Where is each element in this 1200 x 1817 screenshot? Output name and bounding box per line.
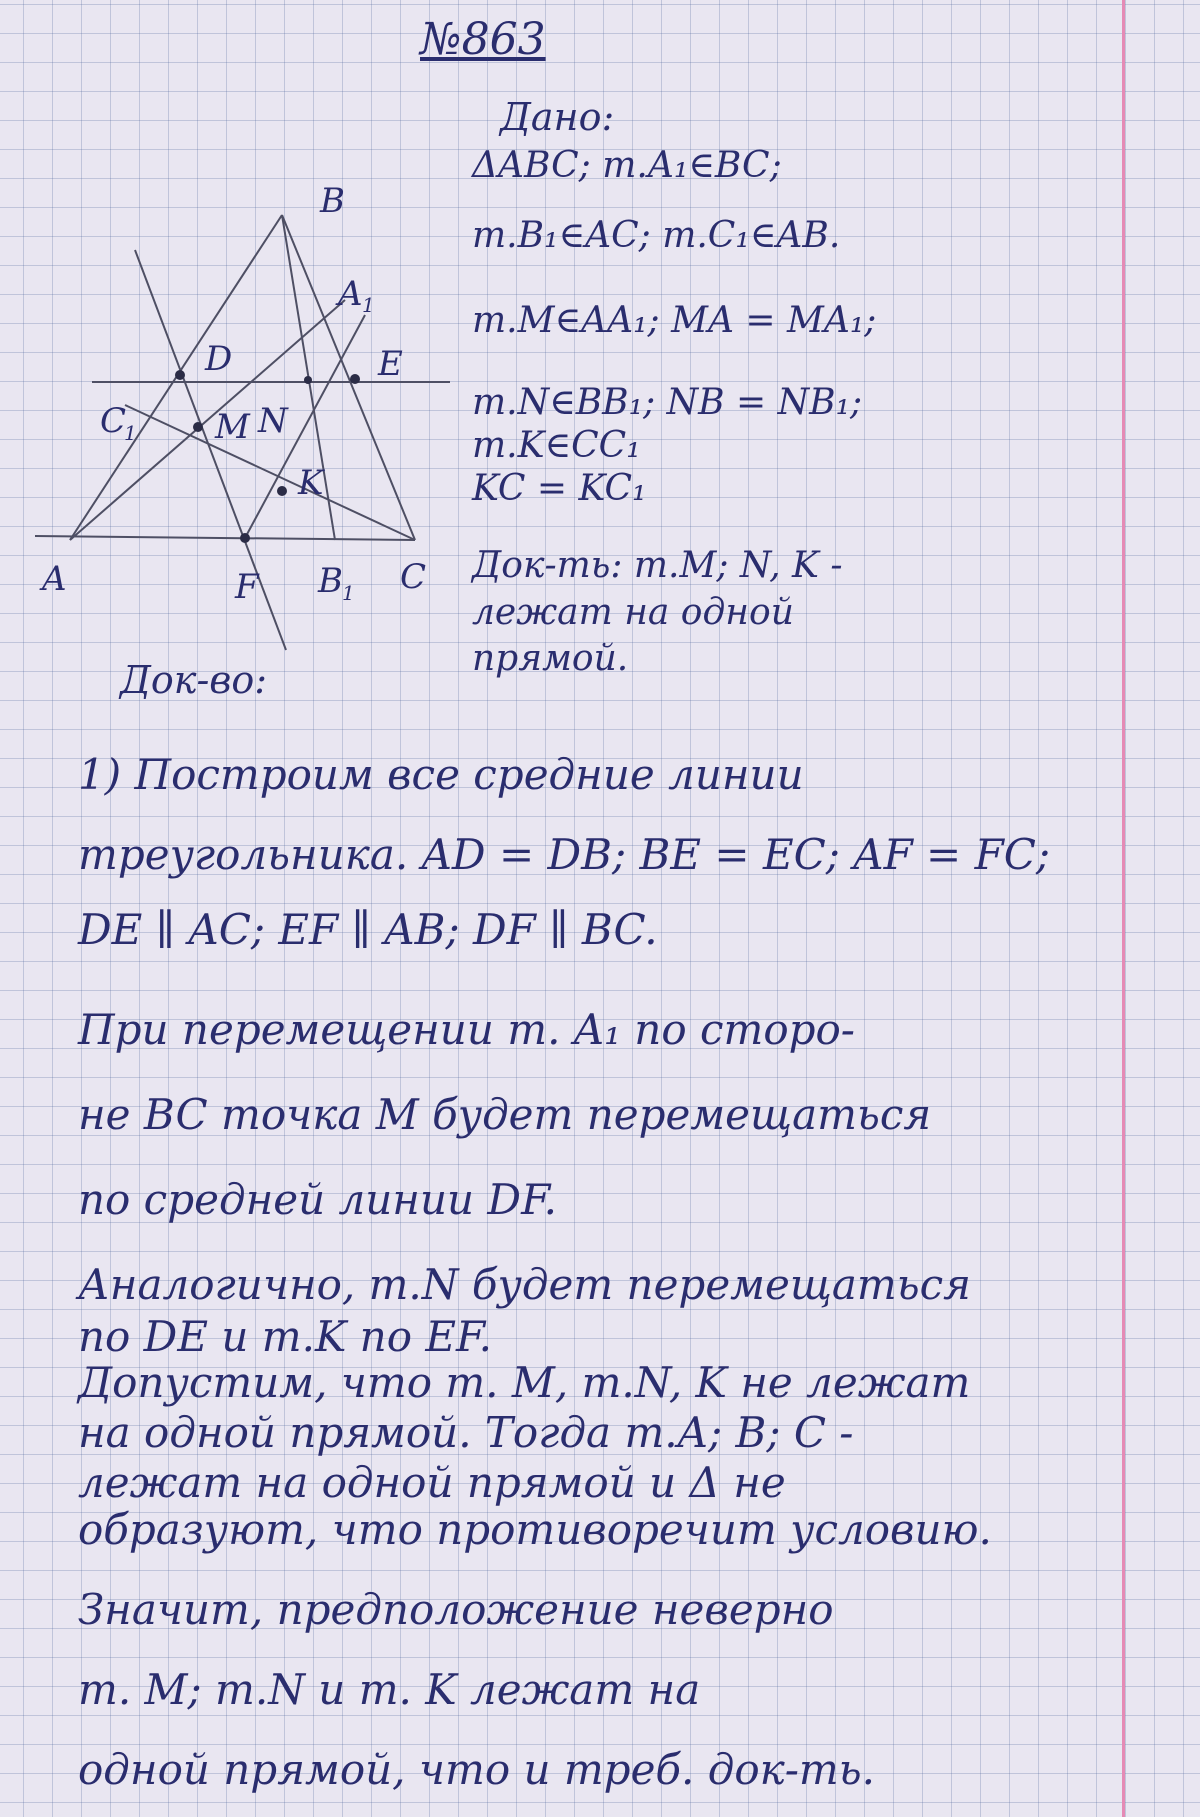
triangle-diagram xyxy=(0,0,480,700)
point-d xyxy=(175,370,185,380)
proof-line: Аналогично, т.N будет перемещаться xyxy=(78,1260,971,1309)
given-line: т.N∈BB₁; NB = NB₁; xyxy=(472,382,863,423)
label-c1-subscript: 1 xyxy=(124,421,137,445)
label-a: A xyxy=(42,559,67,599)
proof-line: т. M; т.N и т. K лежат на xyxy=(78,1665,701,1714)
point-e xyxy=(350,374,360,384)
given-line: Док-ть: т.M; N, K - xyxy=(472,545,843,586)
proof-line: DE ∥ AC; EF ∥ AB; DF ∥ BC. xyxy=(78,905,658,954)
label-b1: B xyxy=(318,561,343,601)
proof-line: одной прямой, что и треб. док-ть. xyxy=(78,1745,875,1794)
given-line: лежат на одной xyxy=(472,592,794,633)
label-a1: A xyxy=(338,274,363,314)
given-heading: Дано: xyxy=(500,95,615,139)
given-line: ΔABC; т.A₁∈BC; xyxy=(472,145,782,186)
label-c1: C xyxy=(100,401,127,441)
proof-line: не BC точка M будет перемещаться xyxy=(78,1090,932,1139)
label-e: E xyxy=(378,344,403,384)
proof-line: Допустим, что т. M, т.N, K не лежат xyxy=(78,1358,971,1407)
given-line: KC = KC₁ xyxy=(472,468,647,509)
point-k xyxy=(277,486,287,496)
problem-number: №863 xyxy=(420,14,546,65)
midline-df xyxy=(135,250,286,650)
given-line: т.K∈CC₁ xyxy=(472,425,641,466)
label-b1-subscript: 1 xyxy=(342,581,355,605)
given-line: т.B₁∈AC; т.C₁∈AB. xyxy=(472,215,841,256)
label-c: C xyxy=(400,557,427,597)
proof-line: по средней линии DF. xyxy=(78,1175,558,1224)
proof-line: Значит, предположение неверно xyxy=(78,1585,834,1634)
point-n xyxy=(304,376,312,384)
margin-line xyxy=(1122,0,1125,1817)
point-m xyxy=(193,422,203,432)
given-line: т.M∈AA₁; MA = MA₁; xyxy=(472,300,877,341)
proof-line: по DE и т.K по EF. xyxy=(78,1312,492,1361)
proof-line: треугольника. AD = DB; BE = EC; AF = FC; xyxy=(78,830,1051,879)
proof-heading: Док-во: xyxy=(120,658,268,702)
label-m: M xyxy=(215,407,250,447)
label-k: K xyxy=(298,463,324,503)
proof-line: лежат на одной прямой и Δ не xyxy=(78,1458,786,1507)
given-line: прямой. xyxy=(472,638,629,679)
proof-line: 1) Построим все средние линии xyxy=(78,750,804,799)
label-d: D xyxy=(205,339,233,379)
label-a1-subscript: 1 xyxy=(362,293,375,317)
label-f: F xyxy=(235,567,259,607)
proof-line: на одной прямой. Тогда т.A; B; C - xyxy=(78,1408,854,1457)
proof-line: При перемещении т. A₁ по сторо- xyxy=(78,1005,855,1054)
proof-line: образуют, что противоречит условию. xyxy=(78,1505,992,1554)
point-f xyxy=(240,533,250,543)
label-n: N xyxy=(258,401,288,441)
label-b: B xyxy=(320,181,345,221)
side-ac xyxy=(35,536,415,540)
